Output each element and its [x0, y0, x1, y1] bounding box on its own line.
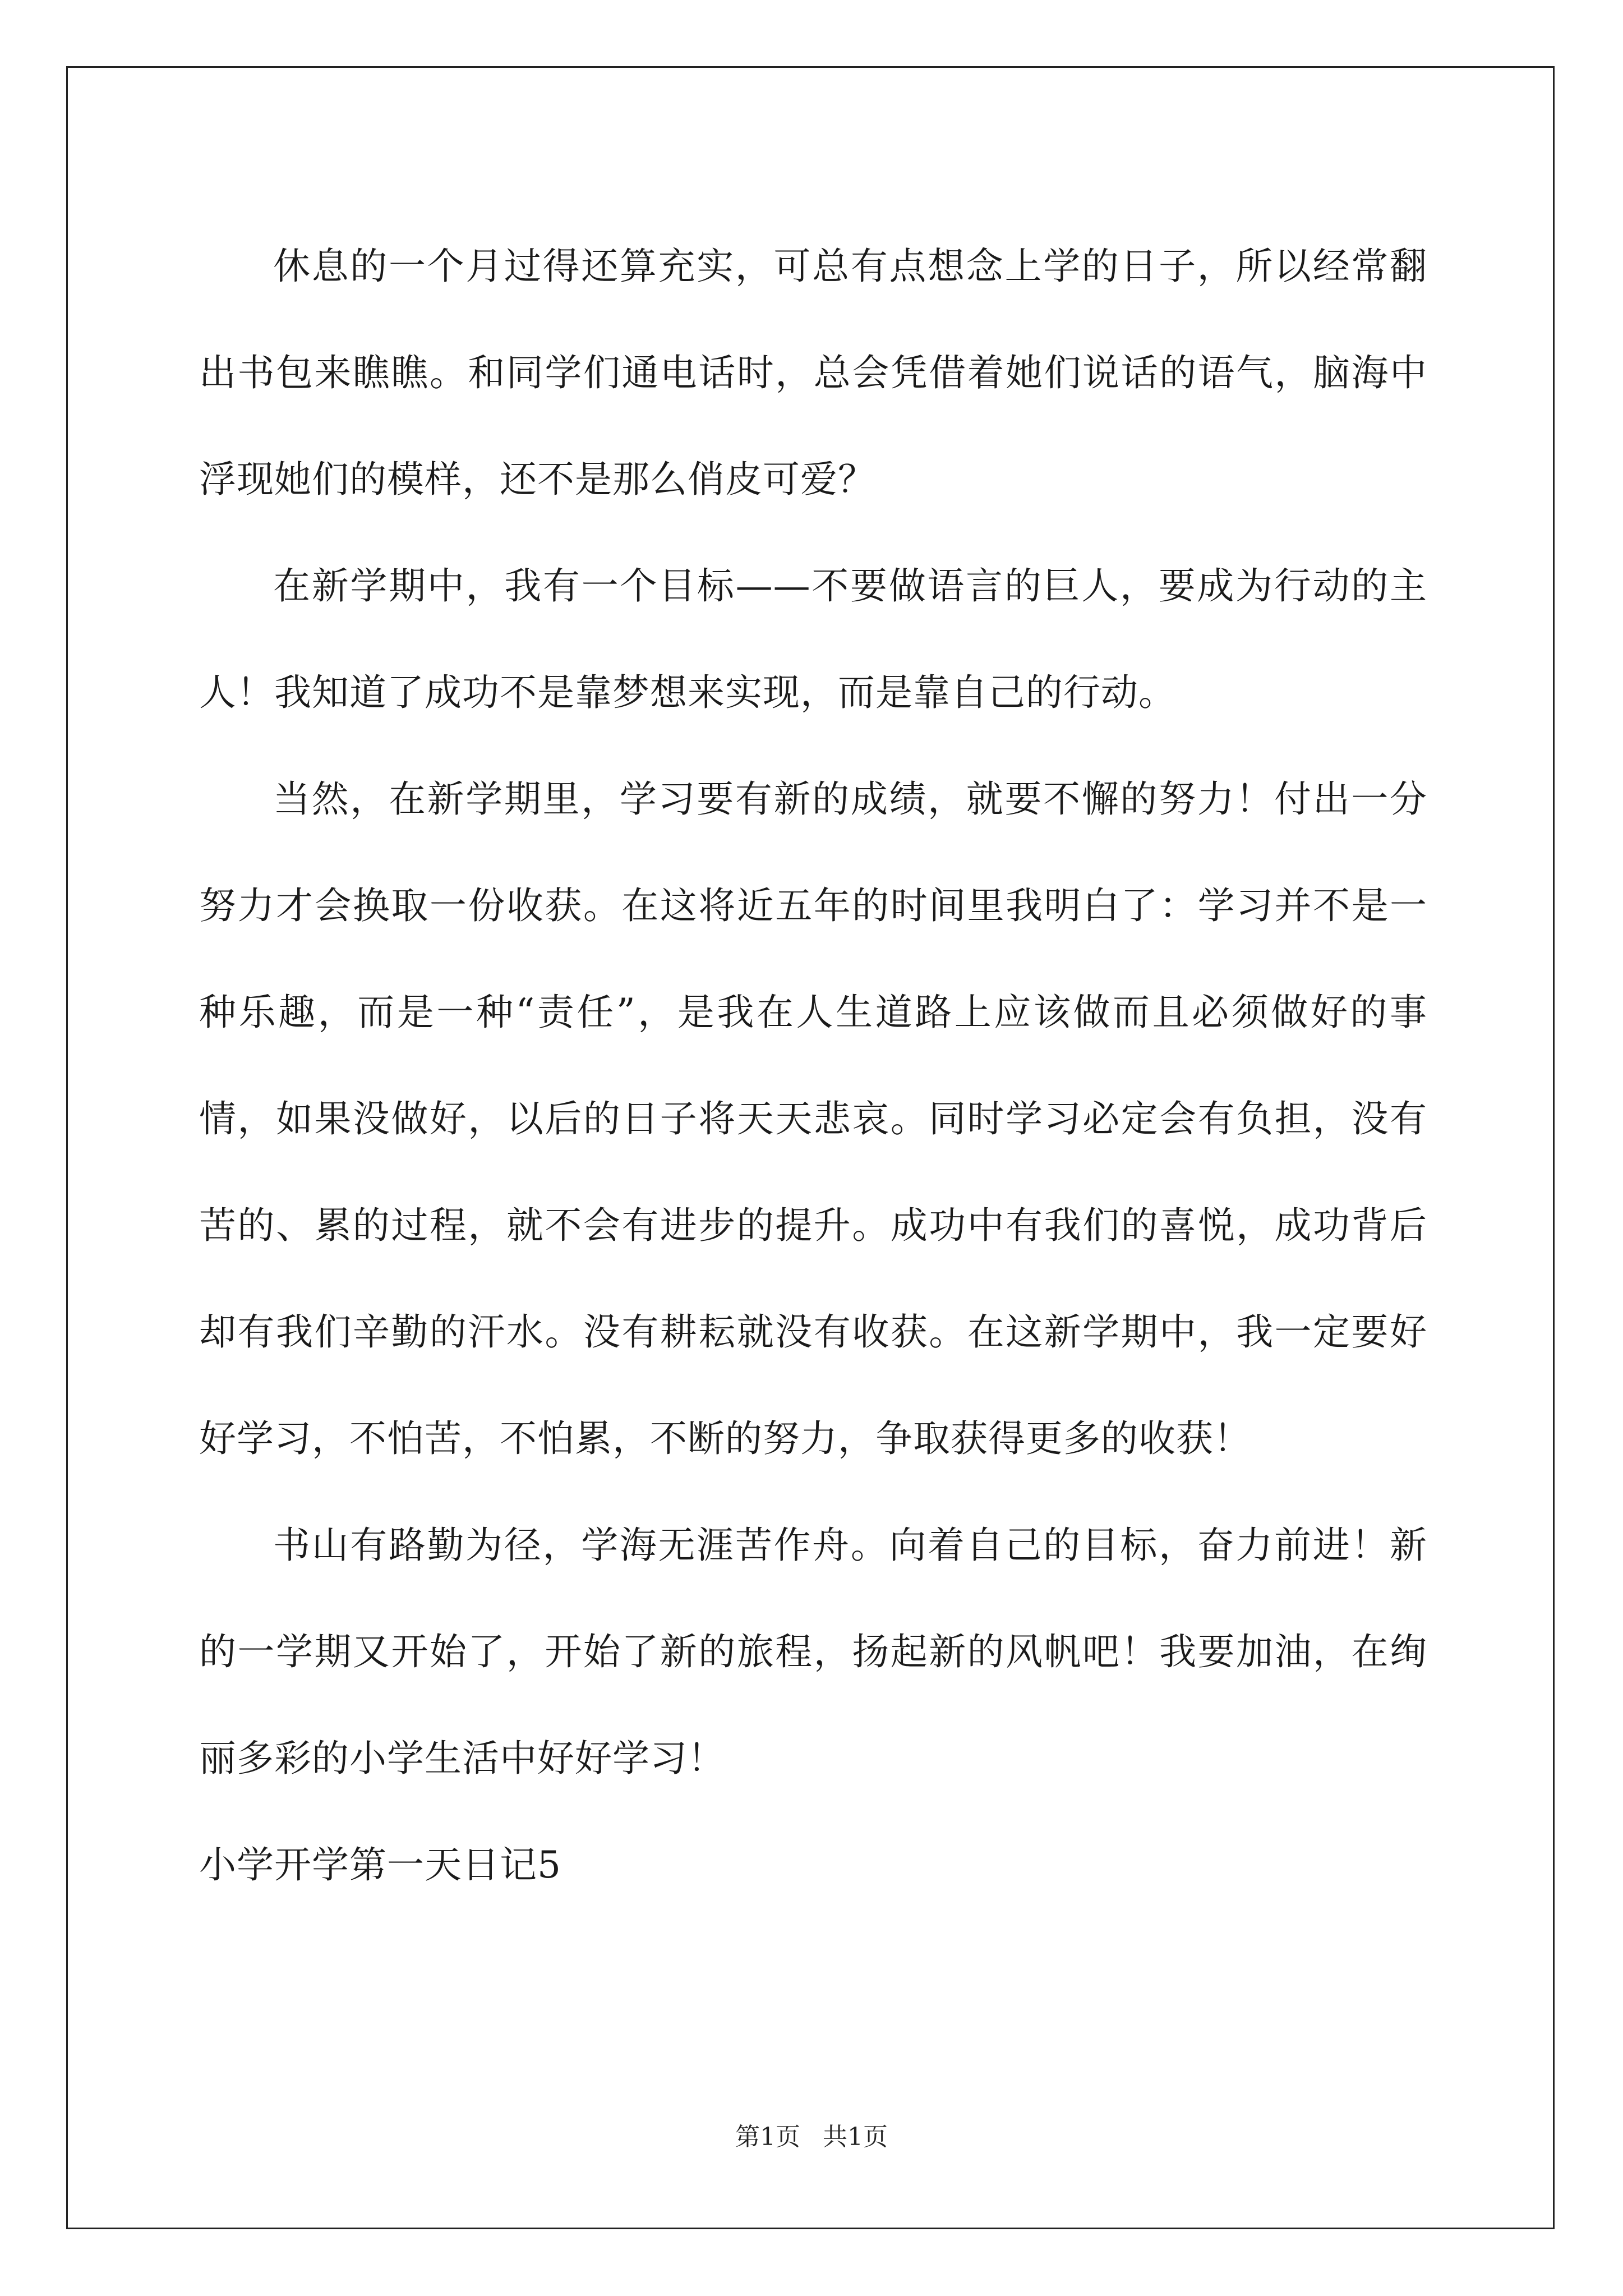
page-number-total: 共1页: [823, 2123, 888, 2151]
page-number-current: 第1页: [735, 2123, 800, 2151]
document-body: [199, 213, 1427, 1918]
paragraph: 休息的一个月过得还算充实，可总有点想念上学的日子，所以经常翻出书包来瞧瞧。和同学们通电话时，总会凭借着她们说话的语气，脑海中浮现她们的模样，还不是那么俏皮可爱？: [199, 245, 1427, 501]
paragraph: 当然，在新学期里，学习要有新的成绩，就要不懈的努力！付出一分努力才会换取一份收获。在这将近五年的时间里我明白了：学习并不是一种乐趣，而是一种“责任”，是我在人生道路上应该做而且必须做好的事情，如果没做好，以后的日子将天天悲哀。同时学习必定会有负担，没有苦的、累的过程，就不会有进步的提升。成功中有我们的喜悦，成功背后却有我们辛勤的汗水。没有耕耘就没有收获。在这新学期中，我一定要好好学习，不怕苦，不怕累，不断的努力，争取获得更多的收获！: [199, 777, 1427, 1460]
paragraph: 在新学期中，我有一个目标——不要做语言的巨人，要成为行动的主人！我知道了成功不是靠梦想来实现，而是靠自己的行动。: [199, 564, 1427, 714]
page-footer: [0, 2120, 1623, 2154]
section-heading: 小学开学第一天日记5: [199, 1843, 561, 1887]
paragraph: 书山有路勤为径，学海无涯苦作舟。向着自己的目标，奋力前进！新的一学期又开始了，开始了新的旅程，扬起新的风帆吧！我要加油，在绚丽多彩的小学生活中好好学习！: [199, 1524, 1427, 1780]
